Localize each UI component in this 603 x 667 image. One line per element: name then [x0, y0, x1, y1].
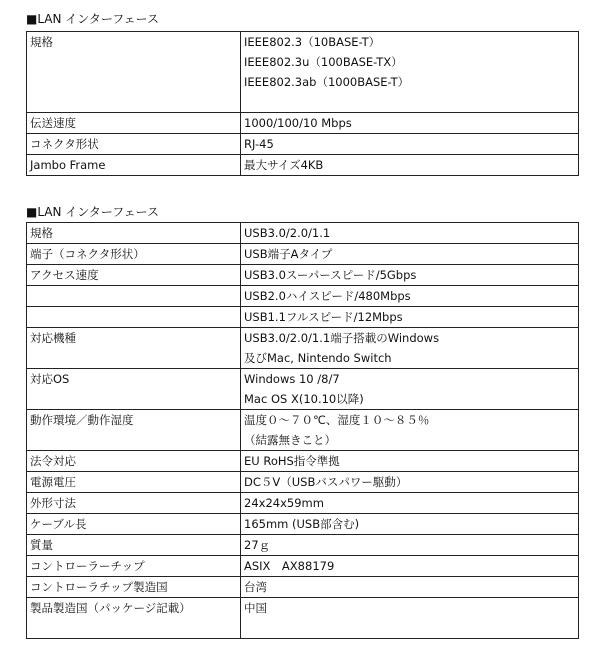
- spec-row: [27, 223, 579, 244]
- spec-row: [27, 556, 579, 577]
- spec-value-line: USB3.0/2.0/1.1: [244, 226, 331, 240]
- spec-row: [27, 286, 579, 307]
- spec-row: [27, 410, 579, 451]
- spec-key: Jambo Frame: [27, 155, 241, 176]
- spec-value-line: USB3.0スーパースピード/5Gbps: [244, 268, 417, 282]
- spec-row: [27, 328, 579, 369]
- spec-key: 質量: [27, 535, 241, 556]
- section-title-lan-2: ■LAN インターフェース: [26, 205, 160, 219]
- spec-row: [27, 134, 579, 155]
- spec-value-line: USB2.0ハイスピード/480Mbps: [244, 289, 411, 303]
- spec-key: 対応OS: [27, 369, 241, 410]
- spec-value: [241, 244, 579, 265]
- spec-value-line: 24x24x59mm: [244, 496, 324, 510]
- spec-row: [27, 493, 579, 514]
- spec-row: [27, 598, 579, 639]
- section-title-lan-1: ■LAN インターフェース: [26, 12, 160, 26]
- spec-key: [27, 307, 241, 328]
- spec-value-line: （結露無きこと）: [244, 433, 336, 447]
- spec-value: [241, 286, 579, 307]
- spec-value: [241, 369, 579, 410]
- spec-row: [27, 155, 579, 176]
- spec-value-line: Mac OS X(10.10以降): [244, 392, 364, 406]
- spec-value-line: ASIX AX88179: [244, 559, 335, 573]
- spec-key: 伝送速度: [27, 113, 241, 134]
- spec-key: 外形寸法: [27, 493, 241, 514]
- spec-key: [27, 286, 241, 307]
- spec-value-line: Windows 10 /8/7: [244, 372, 340, 386]
- spec-key: 対応機種: [27, 328, 241, 369]
- spec-row: [27, 265, 579, 286]
- spec-value-line: 最大サイズ4KB: [244, 158, 324, 172]
- spec-row: [27, 535, 579, 556]
- spec-value-line: EU RoHS指令準拠: [244, 454, 340, 468]
- spec-row: [27, 113, 579, 134]
- spec-row: [27, 472, 579, 493]
- spec-row: [27, 577, 579, 598]
- spec-value: [241, 535, 579, 556]
- spec-row: [27, 369, 579, 410]
- spec-row: [27, 32, 579, 113]
- spec-value-line: IEEE802.3（10BASE-T）: [244, 35, 381, 49]
- spec-key: コネクタ形状: [27, 134, 241, 155]
- spec-value: [241, 598, 579, 639]
- spec-table-body: [27, 32, 579, 176]
- spec-value: [241, 451, 579, 472]
- spec-value: [241, 155, 579, 176]
- spec-value-line: [244, 618, 578, 638]
- spec-value-line: 温度０～７０℃、湿度１０～８５％: [244, 413, 430, 427]
- spec-table-usb: [26, 222, 579, 639]
- spec-value: [241, 328, 579, 369]
- spec-row: [27, 451, 579, 472]
- spec-value-line: IEEE802.3u（100BASE-TX）: [244, 55, 403, 69]
- spec-key: ケーブル長: [27, 514, 241, 535]
- spec-key: 端子（コネクタ形状）: [27, 244, 241, 265]
- spec-value: [241, 265, 579, 286]
- spec-row: [27, 307, 579, 328]
- spec-value-line: [244, 92, 578, 112]
- spec-key: 動作環境／動作湿度: [27, 410, 241, 451]
- spec-value: [241, 134, 579, 155]
- spec-value-line: 及びMac, Nintendo Switch: [244, 351, 392, 365]
- spec-value: [241, 113, 579, 134]
- spec-table-body: [27, 223, 579, 639]
- spec-table-lan: [26, 31, 579, 176]
- spec-value: [241, 472, 579, 493]
- spec-value-line: 165mm (USB部含む): [244, 517, 360, 531]
- spec-value-line: 27ｇ: [244, 538, 271, 552]
- spec-row: [27, 514, 579, 535]
- spec-key: コントローラチップ製造国: [27, 577, 241, 598]
- spec-value-line: IEEE802.3ab（1000BASE-T）: [244, 75, 410, 89]
- spec-key: アクセス速度: [27, 265, 241, 286]
- spec-key: コントローラーチップ: [27, 556, 241, 577]
- spec-value: [241, 577, 579, 598]
- spec-value-line: USB端子Aタイプ: [244, 247, 333, 261]
- spec-value: [241, 493, 579, 514]
- spec-value-line: RJ-45: [244, 137, 274, 151]
- spec-value-line: USB1.1フルスピード/12Mbps: [244, 310, 403, 324]
- spec-value: [241, 307, 579, 328]
- spec-key: 規格: [27, 223, 241, 244]
- spec-value-line: 1000/100/10 Mbps: [244, 116, 352, 130]
- spec-value: [241, 514, 579, 535]
- spec-key: 製品製造国（パッケージ記載）: [27, 598, 241, 639]
- spec-value: [241, 556, 579, 577]
- spec-value-line: USB3.0/2.0/1.1端子搭載のWindows: [244, 331, 440, 345]
- spec-value: [241, 223, 579, 244]
- spec-row: [27, 244, 579, 265]
- spec-value-line: 台湾: [244, 580, 267, 594]
- spec-key: 規格: [27, 32, 241, 113]
- spec-value-line: 中国: [244, 601, 267, 615]
- spec-value: [241, 410, 579, 451]
- spec-value: [241, 32, 579, 113]
- spec-key: 電源電圧: [27, 472, 241, 493]
- spec-value-line: DC５V（USBバスパワー駆動）: [244, 475, 408, 489]
- spec-key: 法令対応: [27, 451, 241, 472]
